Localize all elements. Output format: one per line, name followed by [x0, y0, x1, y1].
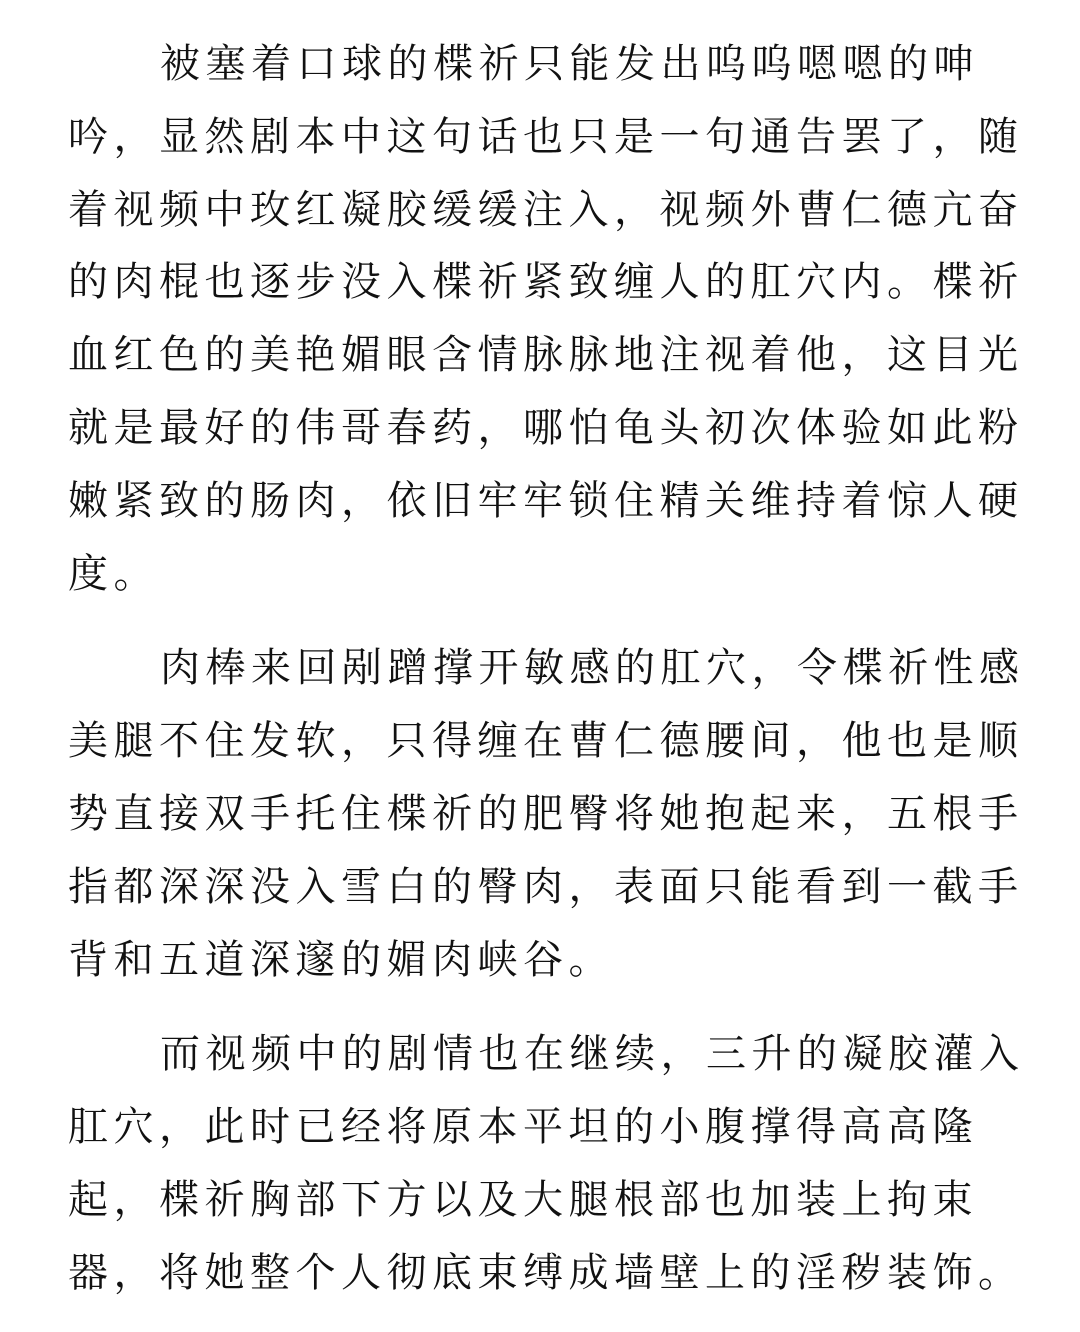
text-line: 起，楪祈胸部下方以及大腿根部也加装上拘束 — [68, 1176, 978, 1223]
text-line: 指都深深没入雪白的臀肉，表面只能看到一截手 — [68, 863, 1024, 910]
text-line: 就是最好的伟哥春药，哪怕龟头初次体验如此粉 — [68, 404, 1024, 451]
text-line: 背和五道深邃的媚肉峡谷。 — [68, 936, 614, 983]
text-line: 吟，显然剧本中这句话也只是一句通告罢了，随 — [68, 113, 1024, 160]
document-body — [68, 28, 1025, 1332]
text-line: 血红色的美艳媚眼含情脉脉地注视着他，这目光 — [68, 332, 1024, 379]
text-line: 器，将她整个人彻底束缚成墙壁上的淫秽装饰。 — [68, 1249, 1024, 1296]
text-line: 肉棒来回剐蹭撑开敏感的肛穴，令楪祈性感 — [160, 645, 1025, 692]
text-line: 度。 — [68, 550, 159, 597]
text-line: 着视频中玫红凝胶缓缓注入，视频外曹仁德亢奋 — [68, 186, 1024, 233]
paragraph — [68, 1018, 1025, 1309]
text-line: 嫩紧致的肠肉，依旧牢牢锁住精关维持着惊人硬 — [68, 477, 1024, 524]
text-line: 被塞着口球的楪祈只能发出呜呜嗯嗯的呻 — [160, 41, 979, 87]
text-line: 势直接双手托住楪祈的肥臀将她抱起来，五根手 — [68, 790, 1024, 837]
text-line: 的肉棍也逐步没入楪祈紧致缠人的肛穴内。楪祈 — [68, 259, 1024, 306]
text-line: 而视频中的剧情也在继续，三升的凝胶灌入 — [160, 1031, 1025, 1078]
text-line: 肛穴，此时已经将原本平坦的小腹撑得高高隆 — [68, 1104, 978, 1151]
text-line: 美腿不住发软，只得缠在曹仁德腰间，他也是顺 — [68, 718, 1024, 765]
paragraph — [68, 28, 1024, 610]
paragraph — [68, 632, 1025, 996]
